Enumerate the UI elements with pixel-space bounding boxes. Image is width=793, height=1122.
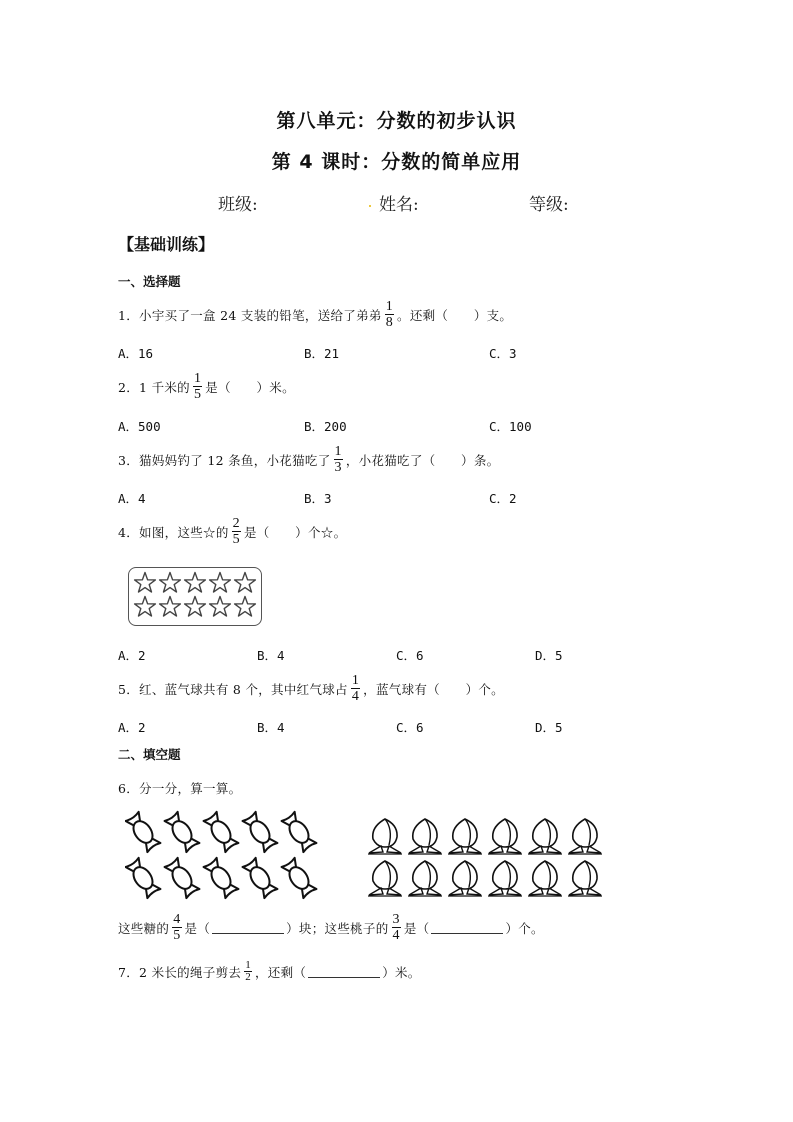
part1-title: 一、选择题	[118, 274, 181, 289]
question-4	[118, 516, 346, 547]
star-icon	[158, 571, 182, 594]
star-icon	[133, 595, 157, 618]
option-b: B．21	[304, 346, 340, 361]
denominator: 2	[245, 971, 251, 983]
candy-icon	[165, 812, 200, 852]
candy-icon	[282, 812, 317, 852]
class-label: 班级:	[218, 195, 258, 215]
candies-figure	[125, 810, 325, 900]
question-text: 是（	[403, 920, 430, 936]
question-text: ，蓝气球有（ ）个。	[363, 681, 504, 697]
peach-icon	[368, 819, 402, 854]
question-3	[118, 444, 499, 475]
denominator: 4	[351, 689, 360, 704]
option-b: B．3	[304, 491, 332, 506]
peach-icon	[408, 819, 442, 854]
option-c: C．3	[489, 346, 517, 361]
stars-figure	[128, 567, 262, 626]
answer-blank-rope[interactable]	[308, 965, 380, 978]
peach-icon	[488, 819, 522, 854]
question-6: 6．分一分，算一算。	[118, 781, 242, 796]
question-text: 这些糖的	[118, 920, 170, 936]
part2-title: 二、填空题	[118, 747, 181, 762]
fraction	[193, 371, 202, 402]
peach-icon	[448, 861, 482, 896]
section-title: 【基础训练】	[118, 235, 215, 254]
name-label: 姓名:	[379, 195, 419, 215]
question-text: ）个。	[505, 920, 544, 936]
candy-icon	[126, 858, 161, 898]
stray-dot	[369, 205, 371, 207]
candy-icon	[204, 858, 239, 898]
option-a: A．2	[118, 648, 146, 663]
numerator: 1	[193, 371, 202, 386]
star-icon	[158, 595, 182, 618]
fraction	[232, 516, 241, 547]
numerator: 3	[392, 912, 400, 927]
question-5	[118, 673, 504, 704]
numerator: 1	[245, 959, 251, 971]
numerator: 1	[334, 444, 342, 459]
question-text: 5．红、蓝气球共有 8 个，其中红气球占	[118, 681, 348, 697]
option-a: A．4	[118, 491, 146, 506]
question-text: ，小花猫吃了（ ）条。	[345, 452, 500, 468]
fraction	[351, 673, 360, 704]
option-b: B．4	[257, 720, 285, 735]
peach-icon	[368, 861, 402, 896]
candy-icon	[165, 858, 200, 898]
fraction	[392, 912, 401, 943]
fraction	[244, 960, 252, 983]
question-text: ，还剩（	[255, 964, 307, 980]
star-icon	[208, 595, 232, 618]
peach-icon	[488, 861, 522, 896]
option-c: C．6	[396, 720, 424, 735]
star-icon	[208, 571, 232, 594]
fraction	[385, 299, 394, 330]
option-b: B．200	[304, 419, 347, 434]
stars-grid	[133, 571, 258, 619]
candy-icon	[282, 858, 317, 898]
option-d: D．5	[535, 648, 563, 663]
denominator: 5	[193, 387, 202, 402]
option-a: A．16	[118, 346, 154, 361]
denominator: 4	[392, 928, 400, 943]
question-text: 。还剩（ ）支。	[397, 307, 513, 323]
denominator: 3	[334, 460, 342, 475]
question-text: 是（ ）米。	[205, 379, 295, 395]
question-6-answer-line	[118, 912, 544, 943]
option-a: A．500	[118, 419, 161, 434]
question-text: ）块；这些桃子的	[286, 920, 389, 936]
numerator: 4	[173, 912, 181, 927]
star-icon	[233, 571, 257, 594]
peach-icon	[408, 861, 442, 896]
denominator: 5	[173, 928, 181, 943]
question-text: 3．猫妈妈钓了 12 条鱼，小花猫吃了	[118, 452, 331, 468]
answer-blank-peaches[interactable]	[431, 921, 503, 934]
grade-label: 等级:	[529, 195, 569, 215]
denominator: 8	[385, 315, 394, 330]
star-icon	[233, 595, 257, 618]
numerator: 2	[232, 516, 240, 531]
numerator: 1	[351, 673, 360, 688]
star-icon	[133, 571, 157, 594]
candy-icon	[243, 858, 278, 898]
peach-icon	[528, 819, 562, 854]
denominator: 5	[232, 532, 240, 547]
question-7	[118, 960, 421, 983]
peach-icon	[448, 819, 482, 854]
question-1	[118, 299, 512, 330]
numerator: 1	[385, 299, 394, 314]
question-text: 是（	[184, 920, 211, 936]
option-c: C．2	[489, 491, 517, 506]
question-text: 4．如图，这些☆的	[118, 524, 229, 540]
option-c: C．100	[489, 419, 532, 434]
candy-icon	[243, 812, 278, 852]
question-text: ）米。	[382, 964, 421, 980]
fraction	[172, 912, 181, 943]
candy-icon	[126, 812, 161, 852]
option-b: B．4	[257, 648, 285, 663]
peach-icon	[568, 819, 602, 854]
candy-icon	[204, 812, 239, 852]
peaches-figure	[365, 815, 615, 900]
fraction	[334, 444, 343, 475]
lesson-title: 第 4 课时：分数的简单应用	[271, 151, 522, 173]
peach-icon	[528, 861, 562, 896]
question-2	[118, 371, 295, 402]
question-text: 2．1 千米的	[118, 379, 190, 395]
answer-blank-candies[interactable]	[212, 921, 284, 934]
option-a: A．2	[118, 720, 146, 735]
star-icon	[183, 571, 207, 594]
star-icon	[183, 595, 207, 618]
peach-icon	[568, 861, 602, 896]
unit-title: 第八单元：分数的初步认识	[276, 110, 517, 132]
option-c: C．6	[396, 648, 424, 663]
question-text: 7．2 米长的绳子剪去	[118, 964, 242, 980]
question-text: 是（ ）个☆。	[243, 524, 347, 540]
question-text: 1．小宇买了一盒 24 支装的铅笔，送给了弟弟	[118, 307, 382, 323]
option-d: D．5	[535, 720, 563, 735]
